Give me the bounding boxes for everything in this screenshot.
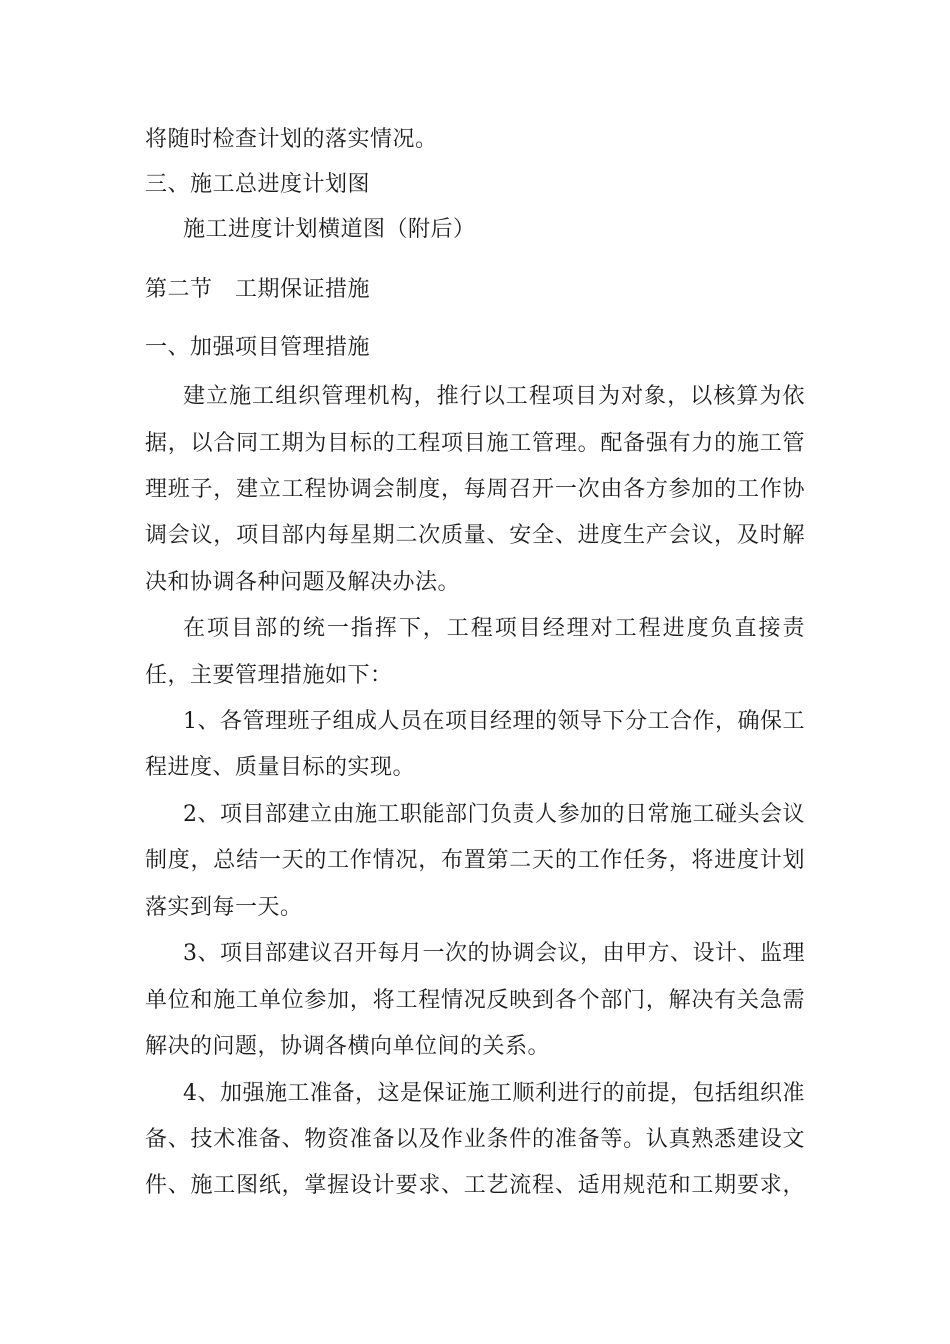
paragraph-line: 据，以合同工期为目标的工程项目施工管理。配备强有力的施工管 (145, 431, 805, 456)
list-item-line: 单位和施工单位参加，将工程情况反映到各个部门，解决有关急需 (145, 988, 805, 1013)
list-item-line: 落实到每一天。 (145, 895, 303, 920)
paragraph-line: 理班子，建立工程协调会制度，每周召开一次由各方参加的工作协 (145, 477, 805, 502)
list-item-line: 3、项目部建议召开每月一次的协调会议，由甲方、设计、监理 (183, 941, 805, 966)
chapter-heading: 第二节 工期保证措施 (145, 277, 371, 302)
paragraph-line: 决和协调各种问题及解决办法。 (145, 570, 461, 595)
list-item-line: 2、项目部建立由施工职能部门负责人参加的日常施工碰头会议 (183, 802, 805, 827)
paragraph-line: 调会议，项目部内每星期二次质量、安全、进度生产会议，及时解 (145, 523, 805, 548)
list-item-line: 1、各管理班子组成人员在项目经理的领导下分工合作，确保工 (183, 709, 805, 734)
list-item-line: 件、施工图纸，掌握设计要求、工艺流程、适用规范和工期要求， (145, 1173, 805, 1198)
list-item-line: 解决的问题，协调各横向单位间的关系。 (145, 1034, 551, 1059)
paragraph-line: 施工进度计划横道图（附后） (183, 217, 476, 242)
list-item-line: 4、加强施工准备，这是保证施工顺利进行的前提，包括组织准 (183, 1081, 805, 1106)
section-heading: 一、加强项目管理措施 (145, 335, 371, 360)
list-item-line: 备、技术准备、物资准备以及作业条件的准备等。认真熟悉建设文 (145, 1127, 805, 1152)
list-item-line: 制度，总结一天的工作情况，布置第二天的工作任务，将进度计划 (145, 848, 805, 873)
paragraph-line: 任，主要管理措施如下： (145, 663, 393, 688)
paragraph-line: 将随时检查计划的落实情况。 (145, 127, 438, 152)
section-heading: 三、施工总进度计划图 (145, 172, 371, 197)
paragraph-line: 在项目部的统一指挥下，工程项目经理对工程进度负直接责 (183, 616, 805, 641)
paragraph-line: 建立施工组织管理机构，推行以工程项目为对象，以核算为依 (183, 384, 805, 409)
list-item-line: 程进度、质量目标的实现。 (145, 755, 416, 780)
